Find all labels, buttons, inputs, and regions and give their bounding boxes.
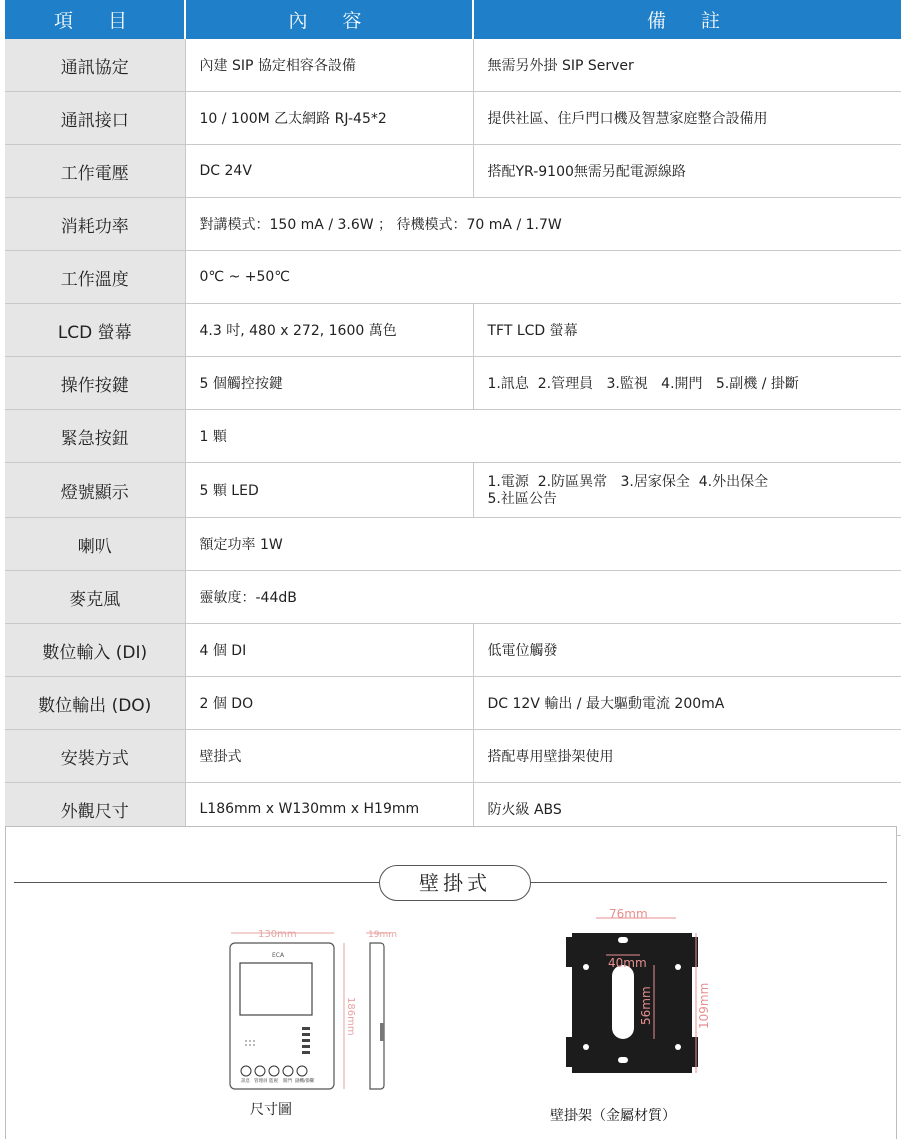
device-dimension-drawing [216, 919, 426, 1099]
row-content: L186mm x W130mm x H19mm [185, 783, 473, 836]
device-side-profile [370, 943, 384, 1089]
row-note: 無需另外掛 SIP Server [473, 39, 901, 92]
row-label: 數位輸入 (DI) [5, 624, 185, 677]
bracket-width-label: 76mm [609, 907, 648, 921]
table-row [5, 251, 901, 304]
row-label: LCD 螢幕 [5, 304, 185, 357]
dim-depth-label: 19mm [368, 930, 397, 940]
table-row [5, 463, 901, 518]
row-label: 燈號顯示 [5, 463, 185, 518]
bracket-slot [612, 965, 634, 1039]
bracket-caption: 壁掛架（金屬材質） [550, 1105, 676, 1125]
table-row [5, 730, 901, 783]
row-content: 5 個觸控按鍵 [185, 357, 473, 410]
row-label: 緊急按鈕 [5, 410, 185, 463]
button-label: 監視 [269, 1077, 278, 1084]
table-row [5, 357, 901, 410]
row-note: TFT LCD 螢幕 [473, 304, 901, 357]
header-note: 備 註 [473, 0, 901, 39]
header-content: 內 容 [185, 0, 473, 39]
row-label: 工作電壓 [5, 145, 185, 198]
row-note: 1.訊息 2.管理員 3.監視 4.開門 5.副機 / 掛斷 [473, 357, 901, 410]
table-row [5, 145, 901, 198]
divider [529, 882, 887, 883]
bracket-drawing [566, 907, 736, 1087]
table-row [5, 410, 901, 463]
row-note: 低電位觸發 [473, 624, 901, 677]
row-note: 搭配YR-9100無需另配電源線路 [473, 145, 901, 198]
row-label: 麥克風 [5, 571, 185, 624]
row-note-line: 1.電源 2.防區異常 3.居家保全 4.外出保全 [488, 474, 901, 491]
button-label: 開門 [283, 1077, 292, 1084]
wall-mount-section [5, 826, 897, 1139]
row-label: 通訊協定 [5, 39, 185, 92]
wall-mount-title: 壁掛式 [379, 865, 531, 901]
bracket-height-label: 109mm [697, 983, 711, 1029]
button-label: 副機/掛斷 [295, 1077, 315, 1084]
dim-width-label: 130mm [258, 929, 297, 940]
button-label: 管理員 [254, 1077, 268, 1084]
row-note: 防火級 ABS [473, 783, 901, 836]
row-content: 4 個 DI [185, 624, 473, 677]
header-item: 項 目 [5, 0, 185, 39]
row-note: 提供社區、住戶門口機及智慧家庭整合設備用 [473, 92, 901, 145]
row-label: 操作按鍵 [5, 357, 185, 410]
table-row [5, 677, 901, 730]
dim-height-label: 186mm [345, 997, 356, 1036]
row-label: 通訊接口 [5, 92, 185, 145]
table-row [5, 304, 901, 357]
row-content: 對講模式：150 mA / 3.6W ； 待機模式：70 mA / 1.7W [185, 198, 901, 251]
row-content: 靈敏度：-44dB [185, 571, 901, 624]
table-row [5, 624, 901, 677]
row-content: 0℃ ~ +50℃ [185, 251, 901, 304]
device-screen [240, 963, 312, 1015]
table-row [5, 518, 901, 571]
bracket-slot-height-label: 56mm [639, 986, 653, 1025]
row-label: 安裝方式 [5, 730, 185, 783]
row-note: 搭配專用壁掛架使用 [473, 730, 901, 783]
row-content: 額定功率 1W [185, 518, 901, 571]
row-note: DC 12V 輸出 / 最大驅動電流 200mA [473, 677, 901, 730]
row-content: 2 個 DO [185, 677, 473, 730]
device-caption: 尺寸圖 [250, 1099, 292, 1119]
row-label: 喇叭 [5, 518, 185, 571]
row-note-line: 5.社區公告 [488, 491, 901, 508]
row-label: 外觀尺寸 [5, 783, 185, 836]
spec-table [5, 0, 901, 836]
row-content: 10 / 100M 乙太網路 RJ-45*2 [185, 92, 473, 145]
row-content: DC 24V [185, 145, 473, 198]
row-note [473, 463, 901, 518]
row-content: 內建 SIP 協定相容各設備 [185, 39, 473, 92]
row-label: 工作溫度 [5, 251, 185, 304]
table-row [5, 571, 901, 624]
table-row [5, 198, 901, 251]
device-brand: ECA [272, 952, 285, 959]
row-label: 消耗功率 [5, 198, 185, 251]
divider [14, 882, 380, 883]
row-content: 4.3 吋, 480 x 272, 1600 萬色 [185, 304, 473, 357]
row-content: 壁掛式 [185, 730, 473, 783]
row-content: 1 顆 [185, 410, 901, 463]
row-label: 數位輸出 (DO) [5, 677, 185, 730]
bracket-slot-width-label: 40mm [608, 956, 647, 970]
button-label: 訊息 [241, 1077, 250, 1084]
row-content: 5 顆 LED [185, 463, 473, 518]
table-row [5, 92, 901, 145]
table-row [5, 39, 901, 92]
